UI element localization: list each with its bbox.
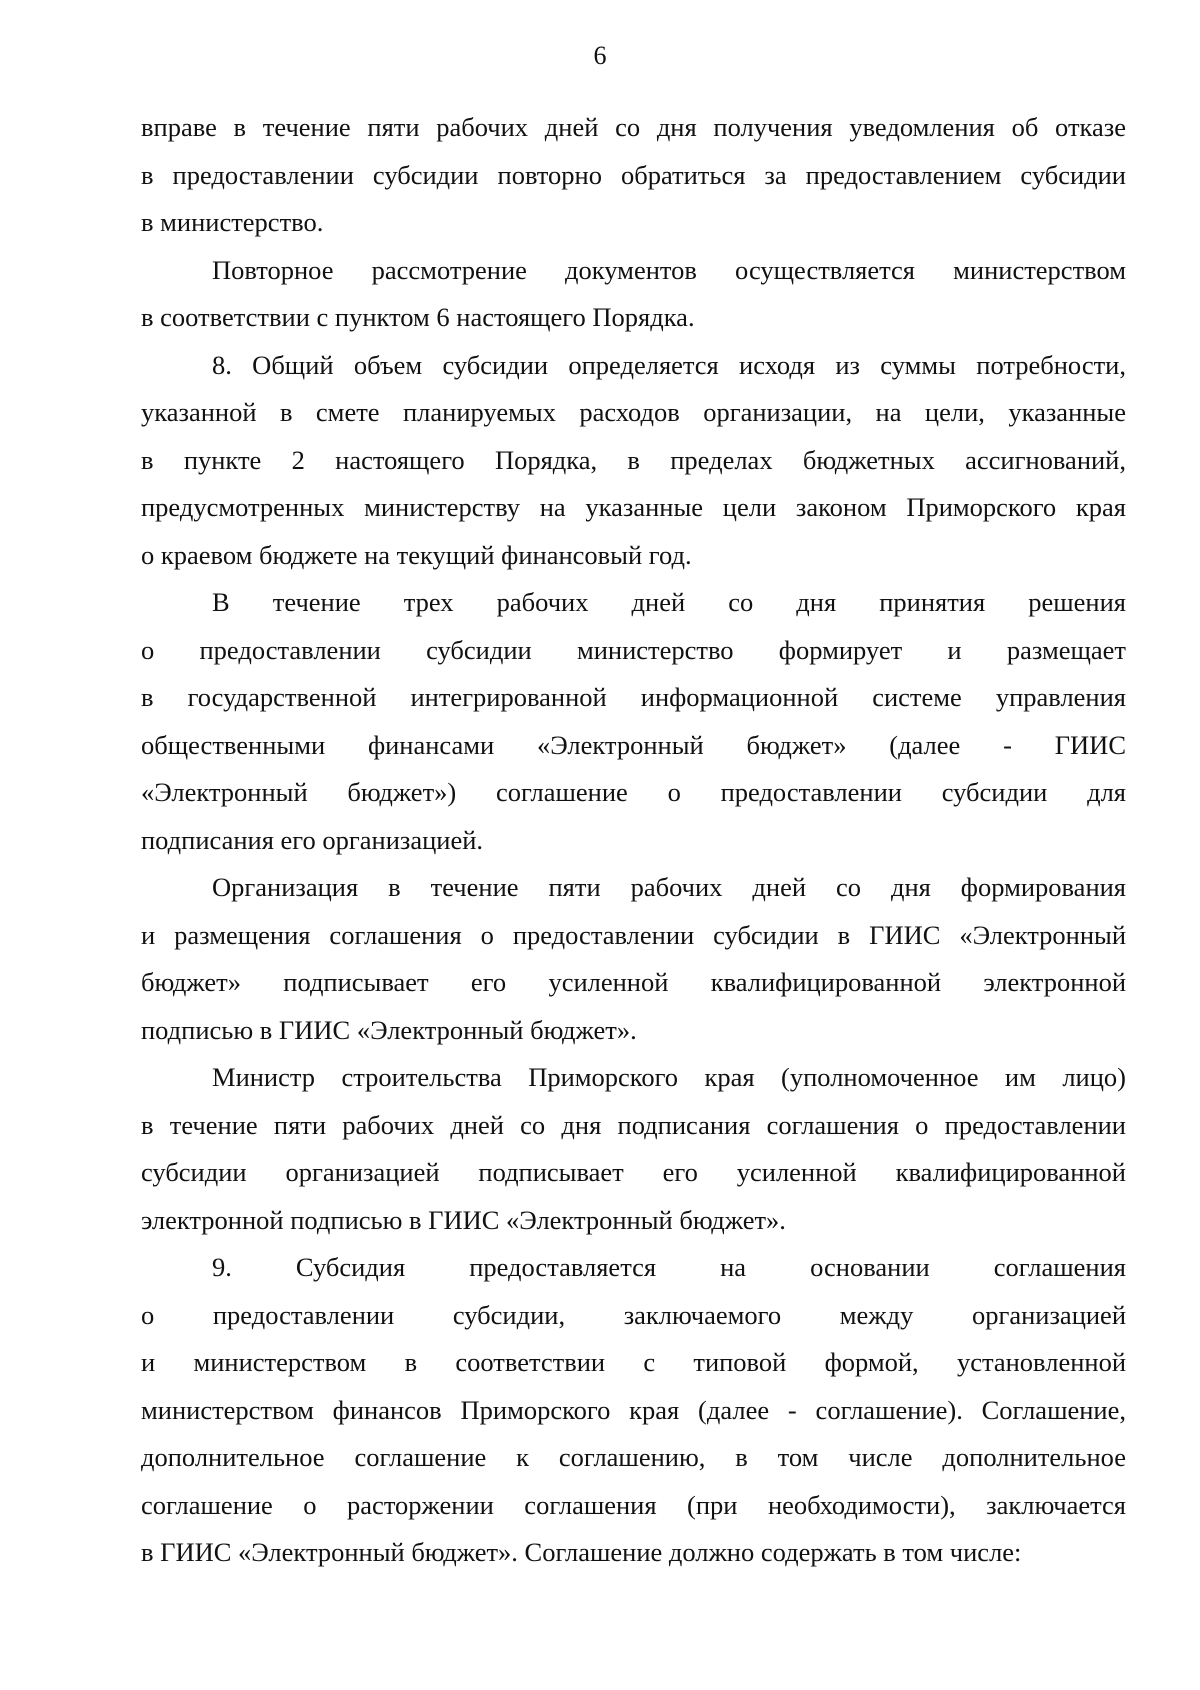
text-line: в соответствии с пунктом 6 настоящего Порядка. (141, 302, 695, 332)
text-line: о предоставлении субсидии, заключаемого между организацией (141, 1299, 1126, 1330)
text-line: подписью в ГИИС «Электронный бюджет». (141, 1014, 637, 1045)
text-line: субсидии организацией подписывает его усиленной квалифицированной (141, 1157, 1126, 1187)
text-line: соглашение о расторжении соглашения (при необходимости), заключается (141, 1489, 1126, 1520)
text-line: дополнительное соглашение к соглашению, в том числе дополнительное (141, 1442, 1126, 1472)
text-line: вправе в течение пяти рабочих дней со дня получения уведомления об отказе (141, 112, 1126, 142)
text-line: предусмотренных министерству на указанные цели законом Приморского края (141, 492, 1126, 522)
document-body (141, 104, 1126, 1577)
text-line: Повторное рассмотрение документов осуществляется министерством (212, 254, 1126, 285)
text-line: в ГИИС «Электронный бюджет». Соглашение должно содержать в том числе: (141, 1537, 1022, 1567)
text-line: электронной подписью в ГИИС «Электронный бюджет». (141, 1204, 786, 1235)
text-line: Министр строительства Приморского края (уполномоченное им лицо) (212, 1062, 1126, 1092)
text-line: Организация в течение пяти рабочих дней со дня формирования (212, 872, 1126, 902)
text-line: 8. Общий объем субсидии определяется исходя из суммы потребности, (212, 349, 1126, 380)
text-line: указанной в смете планируемых расходов организации, на цели, указанные (141, 397, 1126, 427)
text-line: 9. Субсидия предоставляется на основании соглашения (212, 1252, 1126, 1282)
text-line: подписания его организацией. (141, 824, 484, 855)
text-line: о краевом бюджете на текущий финансовый год. (141, 539, 692, 570)
text-line: в течение пяти рабочих дней со дня подписания соглашения о предоставлении (141, 1109, 1126, 1140)
text-line: бюджет» подписывает его усиленной квалифицированной электронной (141, 967, 1126, 997)
text-line: в пункте 2 настоящего Порядка, в пределах бюджетных ассигнований, (141, 444, 1126, 475)
text-line: и размещения соглашения о предоставлении субсидии в ГИИС «Электронный (141, 919, 1126, 950)
text-line: «Электронный бюджет») соглашение о предоставлении субсидии для (141, 777, 1126, 807)
text-line: в государственной интегрированной информационной системе управления (141, 682, 1126, 712)
page-number: 6 (593, 41, 607, 70)
text-line: и министерством в соответствии с типовой формой, установленной (141, 1347, 1126, 1377)
text-line: о предоставлении субсидии министерство формирует и размещает (141, 634, 1126, 665)
text-line: общественными финансами «Электронный бюджет» (далее - ГИИС (141, 729, 1126, 760)
text-line: министерством финансов Приморского края (далее - соглашение). Соглашение, (141, 1394, 1126, 1425)
text-line: в предоставлении субсидии повторно обратиться за предоставлением субсидии (141, 159, 1126, 190)
text-line: В течение трех рабочих дней со дня принятия решения (212, 587, 1126, 617)
text-line: в министерство. (141, 207, 324, 237)
